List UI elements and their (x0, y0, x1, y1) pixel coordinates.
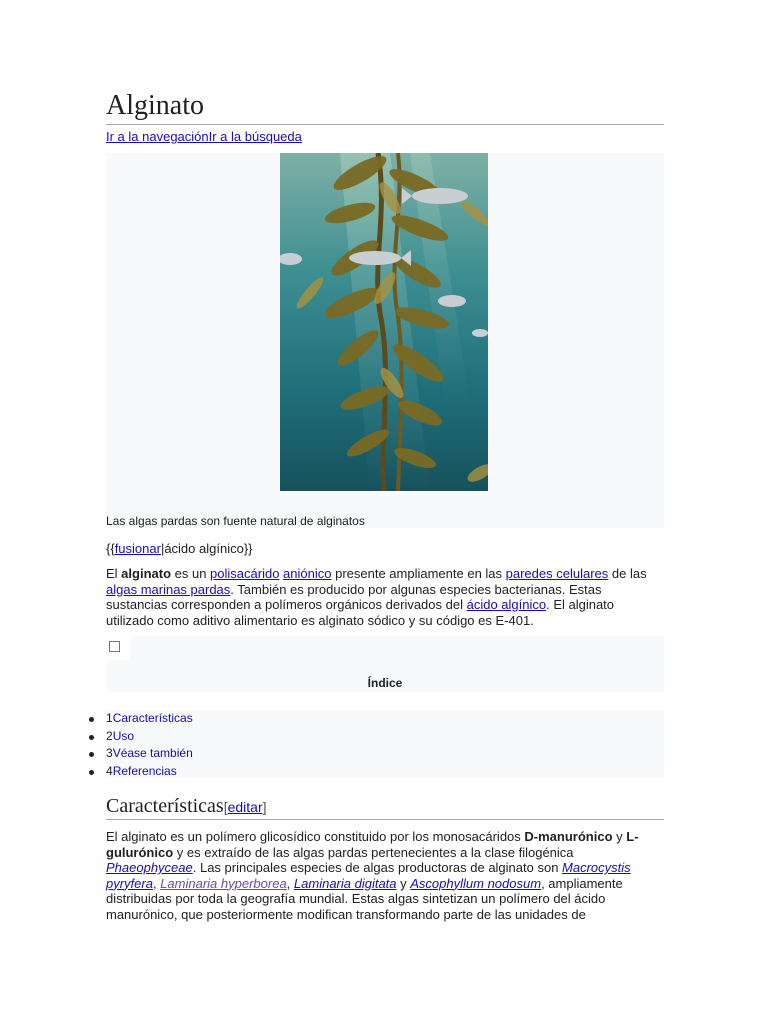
kelp-forest-image[interactable] (280, 153, 488, 491)
caracteristicas-paragraph: El alginato es un polímero glicosídico constituido por los monosacáridos D-manurónico y L-gulurónico y es extraído de las algas pardas pertenecientes a la clase filogénica Phaeophyceae. Las principales especies de algas productoras de alginato son Macrocystis pyryfera, Laminaria hyperborea, Laminaria digitata y Ascophyllum nodosum, ampliamente distribuidas por toda la geografía mundial. Estas algas sintetizan un polímero del ácido manurónico, que posteriormente modifican transformando parte de las unidades de (106, 829, 639, 922)
toc-header (106, 636, 664, 692)
toc-link-referencias[interactable]: Referencias (112, 763, 177, 778)
article (106, 88, 664, 922)
toc-item[interactable]: 4Referencias (106, 763, 664, 781)
fusionar-link[interactable]: fusionar (114, 541, 161, 556)
toc-title: Índice (367, 676, 403, 690)
edit-section: [editar] (223, 799, 267, 815)
ascophyllum-link[interactable]: Ascophyllum nodosum (410, 875, 542, 891)
toc-link-caracteristicas[interactable]: Características (112, 711, 193, 725)
toc-list (106, 710, 664, 778)
edit-link[interactable]: editar (227, 799, 263, 815)
polisacarido-link[interactable]: polisacárido (210, 566, 280, 581)
algas-marinas-pardas-link[interactable]: algas marinas pardas (106, 581, 231, 597)
laminaria-hyperborea-link[interactable]: Laminaria hyperborea (160, 875, 287, 891)
toc-item[interactable]: 1Características (106, 710, 664, 728)
phaeophyceae-link[interactable]: Phaeophyceae (106, 860, 193, 875)
macrocystis-link[interactable]: Macrocystis pyryfera (106, 860, 631, 891)
infobox-figure (106, 153, 664, 528)
laminaria-digitata-link[interactable]: Laminaria digitata (293, 875, 397, 891)
toc-link-vease-tambien[interactable]: Véase también (112, 746, 193, 760)
anionico-link[interactable]: aniónico (283, 566, 332, 581)
toc-toggle-checkbox[interactable] (106, 636, 130, 660)
toc-item[interactable]: 3Véase también (106, 745, 664, 763)
acido-alginico-link[interactable]: ácido algínico (466, 597, 547, 612)
toc-item[interactable]: 2Uso (106, 728, 664, 746)
jump-to-search-link[interactable]: Ir a la búsqueda (208, 129, 302, 144)
jump-to-navigation-link[interactable]: Ir a la navegación (106, 129, 209, 144)
figure-caption: Las algas pardas son fuente natural de alginatos (106, 514, 365, 528)
checkbox-icon (109, 641, 120, 652)
intro-paragraph: El alginato es un polisacárido aniónico presente ampliamente en las paredes celulares de las algas marinas pardas. También es producido por algunas especies bacterianas. Estas sustancias corresponden a polímeros orgánicos derivados del ácido algínico. El alginato utilizado como aditivo alimentario es alginato sódico y su código es E-401. (106, 566, 647, 628)
merge-template: {{fusionar|ácido algínico}} (106, 541, 253, 556)
section-heading-caracteristicas: Características[editar] (106, 794, 664, 820)
toc-link-uso[interactable]: Uso (112, 728, 135, 743)
page-title: Alginato (106, 88, 664, 125)
paredes-celulares-link[interactable]: paredes celulares (505, 566, 609, 581)
jump-links (106, 129, 664, 145)
